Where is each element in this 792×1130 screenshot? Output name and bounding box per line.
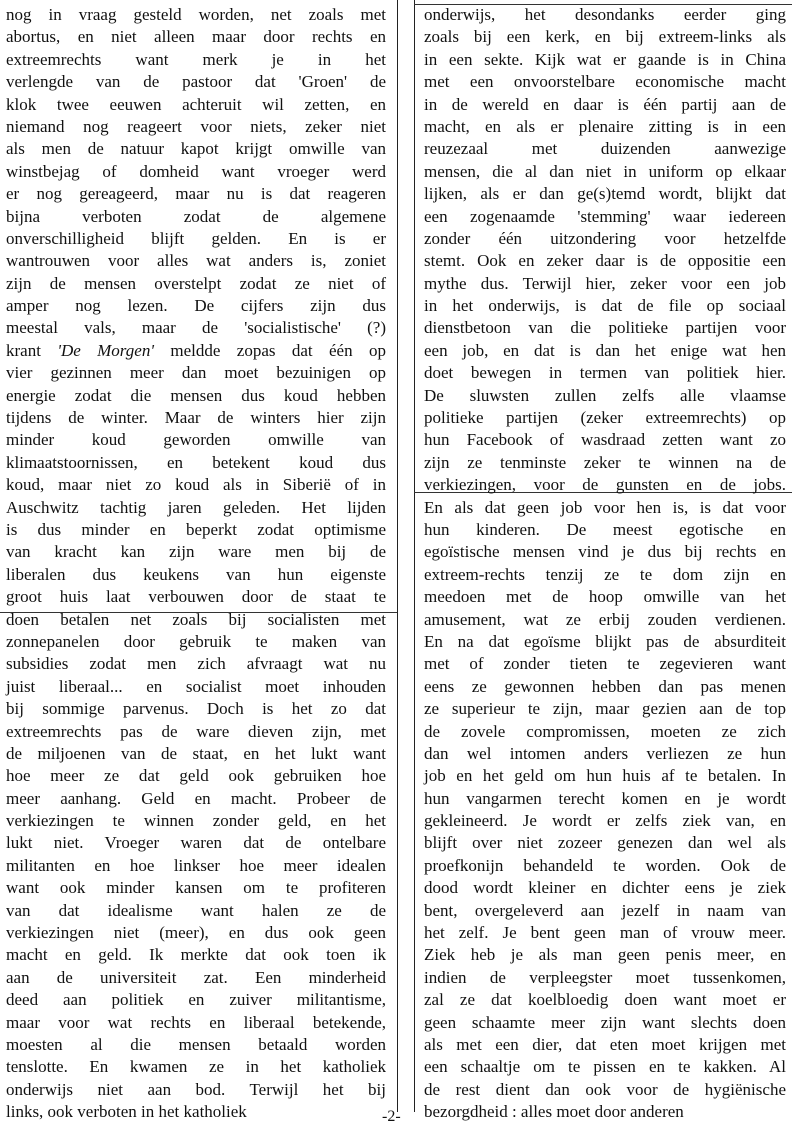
text-line: met of zonder tieten te zegevieren want: [424, 654, 786, 674]
text-line: deed aan politiek en zuiver militantisme,: [6, 990, 386, 1010]
text-line: blijft over niet zozeer genezen dan wel als: [424, 833, 786, 853]
text-line: liberalen dus keukens van hun eigenste: [6, 564, 386, 584]
text-line: En als dat geen job voor hen is, is dat voor: [424, 497, 786, 517]
text-line: aan de universiteit zat. Een minderheid: [6, 967, 386, 987]
text-line: niemand nog reageert voor niets, zeker niet: [6, 116, 386, 136]
text-line: de zovele compromissen, moeten ze zich: [424, 721, 786, 741]
text-line: macht en geld. Ik merkte dat ook toen ik: [6, 945, 386, 965]
text-line: hun Facebook of wasdraad zetten want zo: [424, 430, 786, 450]
text-line: subsidies zodat men zich afvraagt wat nu: [6, 654, 386, 674]
right-text-column: [424, 4, 786, 1124]
text-line: van dat idealisme want halen ze de: [6, 900, 386, 920]
text-line: militanten en hoe linkser hoe meer idealen: [6, 855, 386, 875]
text-line: indien de verpleegster moet tussenkomen,: [424, 967, 786, 987]
text-line: hun vangarmen terecht komen en je wordt: [424, 788, 786, 808]
text-line: want ook minder kansen om te profiteren: [6, 878, 386, 898]
text-line: moesten al die mensen betaald worden: [6, 1034, 386, 1054]
text-line: En na dat egoïsme blijkt pas de absurditeit: [424, 631, 786, 651]
text-line: een schaaltje om te pissen en te kakken. Al: [424, 1057, 786, 1077]
text-line: een job, en dat is dan het enige wat hen: [424, 340, 786, 360]
text-line: zonnepanelen door gebruik te maken van: [6, 631, 386, 651]
text-line: De sluwsten zullen zelfs alle vlaamse: [424, 385, 786, 405]
text-line: krant 'De Morgen' meldde zopas dat één op: [6, 340, 386, 360]
text-line: minder koud geworden omwille van: [6, 430, 386, 450]
text-line: job en het geld om hun huis af te betalen. In: [424, 766, 786, 786]
text-line: het zelf. Je bent geen man of vrouw meer.: [424, 923, 786, 943]
text-line: macht, en als er plenaire zitting is in een: [424, 116, 786, 136]
text-line: eens ze gewonnen hebben dan pas menen: [424, 676, 786, 696]
text-line: zonder één uitzondering voor hetzelfde: [424, 228, 786, 248]
text-line: egoïstische mensen vind je dus bij rechts en: [424, 542, 786, 562]
text-line: verkiezingen niet (meer), en dus ook geen: [6, 923, 386, 943]
text-line: extreemrechts pas de ware dieven zijn, met: [6, 721, 386, 741]
text-line: als men de natuur kapot krijgt omwille van: [6, 139, 386, 159]
text-line: wantrouwen voor alles wat anders is, zoniet: [6, 251, 386, 271]
text-line: hoe meer ze dat geld ook gebruiken hoe: [6, 766, 386, 786]
text-line: in de wereld en daar is één partij aan de: [424, 94, 786, 114]
text-line: abortus, en niet alleen maar door rechts en: [6, 27, 386, 47]
text-line: gekleineerd. Je wordt er zelfs ziek van, en: [424, 811, 786, 831]
text-line: groot huis laat verbouwen door de staat te: [6, 587, 386, 607]
text-line: een zogenaamde 'stemming' waar iedereen: [424, 206, 786, 226]
text-line: zal ze dat koelbloedig doen want moet er: [424, 990, 786, 1010]
column-divider-right: [414, 0, 415, 1112]
text-line: de miljoenen van de staat, en het lukt want: [6, 743, 386, 763]
text-line: zijn ze tenminste zeker te winnen na de: [424, 452, 786, 472]
text-line: nog in vraag gesteld worden, net zoals met: [6, 5, 386, 24]
text-line: verkiezingen, voor de gunsten en de jobs.: [424, 475, 786, 495]
text-line: als met een dier, dat eten moet krijgen met: [424, 1034, 786, 1054]
text-line: stemt. Ook en zeker daar is de oppositie een: [424, 251, 786, 271]
text-line: Ziek heb je als man geen penis meer, en: [424, 945, 786, 965]
text-line: tenslotte. En kwamen ze in het katholiek: [6, 1057, 386, 1077]
text-line: zoals bij een kerk, en bij extreem-links als: [424, 27, 786, 47]
text-line: bent, overgeleverd aan jezelf in naam van: [424, 900, 786, 920]
text-line: mensen, die al dan niet in uniform op elkaar: [424, 161, 786, 181]
text-line: zijn de mensen overstelpt zodat ze niet of: [6, 273, 386, 293]
text-line: onderwijs niet aan bod. Terwijl het bij: [6, 1079, 386, 1099]
text-line: dood wordt kleiner en dichter eens je ziek: [424, 878, 786, 898]
text-line: geen schaamte meer zijn want slechts doen: [424, 1012, 786, 1032]
left-text-column: [6, 4, 386, 1124]
page-number: -2-: [382, 1108, 401, 1125]
text-line: is dus minder en beperkt zodat optimisme: [6, 519, 386, 539]
text-line: verlengde van de pastoor dat 'Groen' de: [6, 72, 386, 92]
text-line: proefkonijn behandeld te worden. Ook de: [424, 855, 786, 875]
text-line: amper nog lezen. De cijfers zijn dus: [6, 296, 386, 316]
text-line: in het onderwijs, is dat de file op sociaal: [424, 296, 786, 316]
text-line: lukt niet. Vroeger waren dat de ontelbare: [6, 833, 386, 853]
text-line: doen betalen net zoals bij socialisten met: [6, 609, 386, 629]
text-line: van kracht kan zijn ware men bij de: [6, 542, 386, 562]
text-line: politieke partijen (zeker extreemrechts) op: [424, 408, 786, 428]
text-line: met een onvoorstelbare economische macht: [424, 72, 786, 92]
text-line: vier gezinnen meer dan moet bezuinigen op: [6, 363, 386, 383]
text-line: in een sekte. Kijk wat er gaande is in China: [424, 49, 786, 69]
text-line: energie zodat die mensen dus koud hebben: [6, 385, 386, 405]
text-line: extreem-rechts tenzij ze te dom zijn en: [424, 564, 786, 584]
text-line: bezorgdheid : alles moet door anderen: [424, 1102, 684, 1122]
text-line: onverschilligheid blijft gelden. En is er: [6, 228, 386, 248]
text-line: verkiezingen te winnen zonder geld, en het: [6, 811, 386, 831]
text-line: winstbejag of domheid want vroeger werd: [6, 161, 386, 181]
text-line: koud, maar niet zo koud als in Siberië of in: [6, 475, 386, 495]
text-line: klimaatstoornissen, en betekent koud dus: [6, 452, 386, 472]
text-line: reuzezaal met duizenden aanwezige: [424, 139, 786, 159]
text-line: extreemrechts want merk je in het: [6, 49, 386, 69]
text-line: bijna verboten zodat de algemene: [6, 206, 386, 226]
text-line: meestal vals, maar de 'socialistische' (?): [6, 318, 386, 338]
text-line: onderwijs, het desondanks eerder ging: [424, 5, 786, 24]
text-line: maar voor wat rechts en liberaal betekende,: [6, 1012, 386, 1032]
text-line: juist liberaal... en socialist moet inhouden: [6, 676, 386, 696]
text-line: lijken, als er dan ge(s)temd wordt, blijkt dat: [424, 184, 786, 204]
text-line: Auschwitz tachtig jaren geleden. Het lijden: [6, 497, 386, 517]
text-line: tijdens de winter. Maar de winters hier zijn: [6, 408, 386, 428]
text-line: dienstbetoon van die politieke partijen voor: [424, 318, 786, 338]
text-line: bij sommige parvenus. Doch is het zo dat: [6, 699, 386, 719]
column-divider-left: [397, 0, 398, 1112]
text-line: de rest dient dan ook voor de hygiënische: [424, 1079, 786, 1099]
text-line: er nog gereageerd, maar nu is dat reageren: [6, 184, 386, 204]
text-line: hun kinderen. De meest egotische en: [424, 519, 786, 539]
text-line: meer aanhang. Geld en macht. Probeer de: [6, 788, 386, 808]
text-line: amusement, wat ze erbij zouden verdienen.: [424, 609, 786, 629]
text-line: mythe dus. Terwijl hier, zeker voor een job: [424, 273, 786, 293]
text-line: links, ook verboten in het katholiek: [6, 1102, 247, 1122]
text-line: doet bewegen in termen van politiek hier.: [424, 363, 786, 383]
text-line: meedoen met de hoop omwille van het: [424, 587, 786, 607]
text-line: ze superieur te zijn, maar gezien aan de top: [424, 699, 786, 719]
text-line: klok twee eeuwen achteruit wil zetten, en: [6, 94, 386, 114]
text-line: dan wel intomen anders verliezen ze hun: [424, 743, 786, 763]
